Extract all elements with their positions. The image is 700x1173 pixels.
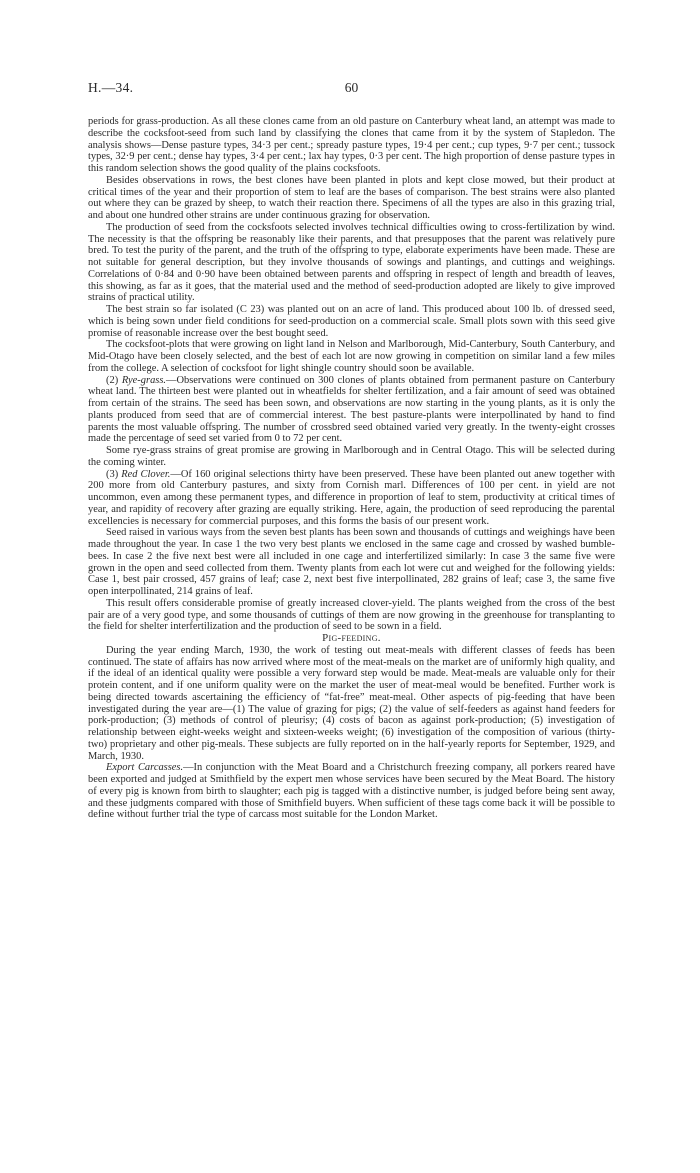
- subsection-label: Rye-grass.: [121, 374, 167, 386]
- paragraph: The production of seed from the cocksfoots selected involves technical difficulties owing to cross-fertilization by wind. The necessity is that the offspring be reasonably like their parents, and that presupposes that the parent was relatively pure bred. To test the purity of the parent, and the truth of the offspring to type, elaborate experiments have been made. These are not suitable for general description, but they involve thousands of sowings and plantings, and cuttings and weighings. Correlations of 0·84 and 0·90 have been obtained between parents and offspring in respect of length and breadth of leaves, this showing, as far as it goes, that the material used and the method of seed-production adopted are likely to give improved strains of practical utility.: [88, 221, 615, 304]
- page-number: 60: [344, 80, 359, 95]
- page-header: [88, 80, 615, 100]
- paragraph: Some rye-grass strains of great promise are growing in Marlborough and in Central Otago. This will be selected during the coming winter.: [88, 445, 615, 468]
- paragraph-rye-grass: (2) Rye-grass.—Observations were continued on 300 clones of plants obtained from permanent pasture on Canterbury wheat land. The thirteen best were planted out in wheatfields for shelter fertilization, and a fair amount of seed was obtained from certain of the strains. The seed has been sown, and observations are now starting in the young plants, as it is only the plants produced from seed that are of commercial interest. The best pasture-plants were interpollinated by hand to find parents the most valuable offspring. The number of crossbred seed obtained varied very greatly. In the twenty-eight crosses made the percentage of seed set varied from 0 to 72 per cent.: [88, 374, 615, 445]
- paragraph-export-carcasses: Export Carcasses.—In conjunction with the Meat Board and a Christchurch freezing company, all porkers reared have been exported and judged at Smithfield by the expert men whose services have been secured by the Meat Board. The history of every pig is known from birth to slaughter; each pig is tagged with a distinctive number, is judged before being sent away, and these judgments compared with those of Smithfield buyers. When sufficient of these tags come back it will be possible to define without further trial the type of carcass most suitable for the London Market.: [88, 762, 615, 821]
- paragraph: Besides observations in rows, the best clones have been planted in plots and kept close mowed, but their product at critical times of the year and their proportion of stem to leaf are the bases of comparison. The best strains were also planted out where they can be grazed by sheep, to watch their reaction there. Specimens of all the types are also in this grazing trial, and about one hundred other strains are under continuous grazing for observation.: [88, 174, 615, 221]
- paragraph-red-clover: (3) Red Clover.—Of 160 original selections thirty have been preserved. These have been planted out anew together with 200 more from old Canterbury pastures, and sixty from Cornish marl. Differences of 100 per cent. in yield are not uncommon, even among these permanent types, and difference in proportion of leaf to stem, productivity at critical times of year, and rapidity of recovery after grazing are equally striking. Here, again, the production of seed reproducing the parental excellencies is necessary for commercial purposes, and this forms the basis of our present work.: [88, 468, 616, 527]
- paragraph: periods for grass-production. As all these clones came from an old pasture on Canterbury wheat land, an attempt was made to describe the cocksfoot-seed from such land by classifying the clones that came from it by the system of Stapledon. The analysis shows—Dense pasture types, 34·3 per cent.; spready pasture types, 19·4 per cent.; cup types, 9·7 per cent.; tussock types, 32·9 per cent.; dense hay types, 3·4 per cent.; lax hay types, 0·3 per cent. The high proportion of dense pasture types in this random selection shows the good quality of the plains cocksfoots.: [88, 116, 615, 174]
- paragraph: The cocksfoot-plots that were growing on light land in Nelson and Marlborough, Mid-Canterbury, South Canterbury, and Mid-Otago have been closely selected, and the best of each lot are now growing in competition on similar land a few miles from the college. A selection of cocksfoot for light shingle country should soon be available.: [88, 339, 615, 374]
- section-heading: Pig-feeding.: [322, 632, 381, 644]
- document-body: [88, 116, 615, 821]
- subsection-label: Red Clover.: [121, 468, 171, 480]
- paragraph: The best strain so far isolated (C 23) was planted out on an acre of land. This produced about 100 lb. of dressed seed, which is being sown under field conditions for seed-production on a commercial scale. Small plots sown with this seed give promise of reasonable increase over the best bought seed.: [88, 304, 615, 339]
- subsection-label: Export Carcasses.: [106, 762, 184, 774]
- paragraph: This result offers considerable promise of greatly increased clover-yield. The plants weighed from the cross of the best pair are of a very good type, and some thousands of cuttings of them are now growing in the greenhouse for transplanting to the field for shelter interfertilization and the production of seed to be sown in a field.: [88, 597, 615, 633]
- paragraph: Seed raised in various ways from the seven best plants has been sown and thousands of cuttings and weighings have been made throughout the year. In case 1 the two very best plants we enclosed in the same cage and crossed by washed bumble-bees. In case 2 the five next best were all included in one cage and interfertilized similarly: In case 3 the same five were grown in the open and seed collected from them. Twenty plants from each lot were cut and weighed for the following yields: Case 1, best pair crossed, 457 grains of leaf; case 2, next best five interpollinated, 282 grains of leaf; case 3, the same five open interpollinated, 214 grains of leaf.: [88, 527, 615, 597]
- paragraph: During the year ending March, 1930, the work of testing out meat-meals with different classes of feeds has been continued. The state of affairs has now arrived where most of the meat-meals on the market are of uniformly high quality, and if the ideal of an identical quality were possible a very forward step would be made. Meat-meals are valuable only for their protein content, and if one uniform quality were on the market the user of meat-meal would be benefited. Further work is being directed towards ascertaining the efficiency of “fat-free” meat-meal. Other aspects of pig-feeding that have been investigated during the year are—(1) The value of grazing for pigs; (2) the value of self-feeders as against hand feeders for pork-production; (3) methods of control of pleurisy; (4) costs of bacon as against pork-production; (5) investigation of relationship between eight-weeks weight and sixteen-weeks weight; (6) investigation of the composition of various (thirty-two) proprietary and other pig-meals. These subjects are fully reported on in the half-yearly reports for September, 1929, and March, 1930.: [88, 644, 615, 762]
- document-reference: H.—34.: [88, 80, 134, 95]
